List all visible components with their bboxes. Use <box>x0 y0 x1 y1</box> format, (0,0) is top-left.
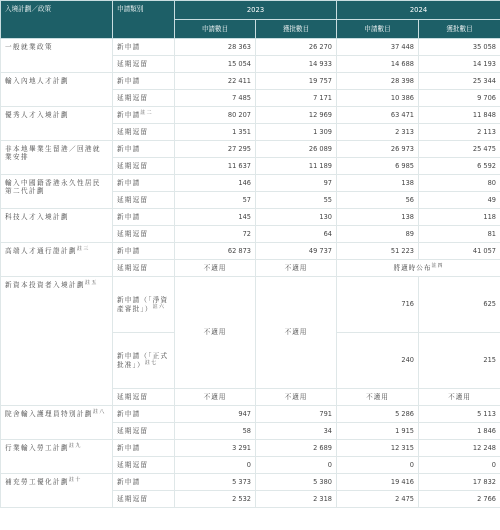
cell-value: 26 973 <box>337 141 419 158</box>
application-type: 延期逗留 <box>113 192 175 209</box>
application-type: 新申請 <box>113 141 175 158</box>
cell-value: 2 532 <box>175 491 256 508</box>
application-type: 延期逗留 <box>113 260 175 277</box>
cell-value: 7 171 <box>256 90 337 107</box>
application-type: 新申請 <box>113 175 175 192</box>
cell-value: 58 <box>175 423 256 440</box>
cell-value: 6 592 <box>419 158 500 175</box>
application-type: 新申請 <box>113 406 175 423</box>
not-applicable-cell: 不適用 <box>256 389 337 406</box>
not-applicable-cell: 不適用 <box>419 389 500 406</box>
not-applicable-cell: 不適用 <box>256 277 337 389</box>
cell-value: 138 <box>337 209 419 226</box>
cell-value: 1 846 <box>419 423 500 440</box>
not-applicable-cell: 不適用 <box>256 260 337 277</box>
cell-value: 11 189 <box>256 158 337 175</box>
scheme-name <box>1 406 113 440</box>
year-header-2023: 2023 <box>175 1 337 20</box>
cell-value: 28 398 <box>337 73 419 90</box>
cell-value: 7 485 <box>175 90 256 107</box>
cell-value: 791 <box>256 406 337 423</box>
application-type: 新申請 <box>113 440 175 457</box>
cell-value: 1 915 <box>337 423 419 440</box>
scheme-name: 科技人才入境計劃 <box>1 209 113 243</box>
cell-value: 62 873 <box>175 243 256 260</box>
cell-value: 11 637 <box>175 158 256 175</box>
approved-header-2024: 獲批數目 <box>419 20 500 39</box>
scheme-name: 優秀人才入境計劃 <box>1 107 113 141</box>
cell-value: 2 318 <box>256 491 337 508</box>
cell-value: 19 416 <box>337 474 419 491</box>
scheme-name: 一般就業政策 <box>1 39 113 73</box>
scheme-name-label: 新資本投資者入境計劃 <box>5 281 85 289</box>
cell-value: 14 688 <box>337 56 419 73</box>
footnote-marker: 註二 <box>140 109 153 116</box>
scheme-name: 輸入內地人才計劃 <box>1 73 113 107</box>
cell-value: 19 757 <box>256 73 337 90</box>
application-type: 延期逗留 <box>113 56 175 73</box>
table-row <box>1 277 500 333</box>
table-row <box>1 406 500 423</box>
footnote-marker: 註六 <box>152 303 166 310</box>
cell-value: 215 <box>419 333 500 389</box>
cell-value: 145 <box>175 209 256 226</box>
cell-value: 55 <box>256 192 337 209</box>
cell-value: 97 <box>256 175 337 192</box>
cell-value: 12 248 <box>419 440 500 457</box>
table-row <box>1 175 500 192</box>
application-type-label: 新申請（「正式批准」） <box>117 352 169 369</box>
application-type: 延期逗留 <box>113 226 175 243</box>
table-row <box>1 141 500 158</box>
not-applicable-cell: 不適用 <box>175 260 256 277</box>
application-type: 延期逗留 <box>113 124 175 141</box>
cell-value: 0 <box>256 457 337 474</box>
cell-value: 0 <box>175 457 256 474</box>
cell-value: 1 309 <box>256 124 337 141</box>
cell-value: 34 <box>256 423 337 440</box>
footnote-marker: 註十 <box>68 477 82 483</box>
scheme-name-label: 行業輸入勞工計劃 <box>5 444 69 452</box>
application-type: 延期逗留 <box>113 90 175 107</box>
cell-value: 1 351 <box>175 124 256 141</box>
cell-value: 81 <box>419 226 500 243</box>
scheme-name-label: 院舍輸入護理員特別計劃 <box>5 410 93 418</box>
scheme-name: 輸入中國籍香港永久性居民第二代計劃 <box>1 175 113 209</box>
cell-value: 25 475 <box>419 141 500 158</box>
application-type <box>113 107 175 124</box>
cell-value: 9 706 <box>419 90 500 107</box>
cell-value: 130 <box>256 209 337 226</box>
cell-value: 56 <box>337 192 419 209</box>
application-type-label: 新申請（「淨資產審批」） <box>117 296 169 313</box>
cell-value: 25 344 <box>419 73 500 90</box>
footnote-marker: 註七 <box>144 359 158 366</box>
table-row <box>1 39 500 56</box>
table-row <box>1 73 500 90</box>
application-type: 新申請 <box>113 73 175 90</box>
application-type <box>113 333 175 389</box>
cell-value: 49 737 <box>256 243 337 260</box>
scheme-column-header: 入境計劃／政策 <box>1 1 113 39</box>
cell-value: 49 <box>419 192 500 209</box>
cell-value: 6 985 <box>337 158 419 175</box>
cell-value: 14 193 <box>419 56 500 73</box>
application-type: 新申請 <box>113 209 175 226</box>
scheme-name <box>1 243 113 277</box>
scheme-name <box>1 474 113 508</box>
to-be-announced-cell <box>337 260 500 277</box>
application-type: 新申請 <box>113 474 175 491</box>
application-type: 新申請 <box>113 39 175 56</box>
cell-value: 35 058 <box>419 39 500 56</box>
footnote-marker: 註四 <box>431 262 444 269</box>
cell-value: 15 054 <box>175 56 256 73</box>
application-type: 延期逗留 <box>113 491 175 508</box>
cell-value: 5 286 <box>337 406 419 423</box>
cell-value: 64 <box>256 226 337 243</box>
scheme-name-label: 補充勞工優化計劃 <box>5 478 69 486</box>
cell-value: 3 291 <box>175 440 256 457</box>
cell-value: 12 969 <box>256 107 337 124</box>
to-be-announced-label: 將適時公布 <box>393 263 432 272</box>
cell-value: 41 057 <box>419 243 500 260</box>
not-applicable-cell: 不適用 <box>175 389 256 406</box>
cell-value: 80 207 <box>175 107 256 124</box>
cell-value: 240 <box>337 333 419 389</box>
cell-value: 14 933 <box>256 56 337 73</box>
cell-value: 2 766 <box>419 491 500 508</box>
cell-value: 947 <box>175 406 256 423</box>
cell-value: 51 223 <box>337 243 419 260</box>
application-type: 延期逗留 <box>113 423 175 440</box>
scheme-name <box>1 440 113 474</box>
cell-value: 146 <box>175 175 256 192</box>
cell-value: 11 848 <box>419 107 500 124</box>
application-type <box>113 277 175 333</box>
application-type: 延期逗留 <box>113 158 175 175</box>
cell-value: 57 <box>175 192 256 209</box>
scheme-name: 非本地畢業生留港／回港就業安排 <box>1 141 113 175</box>
cell-value: 37 448 <box>337 39 419 56</box>
cell-value: 2 689 <box>256 440 337 457</box>
received-header-2023: 申請數目 <box>175 20 256 39</box>
cell-value: 625 <box>419 277 500 333</box>
cell-value: 26 270 <box>256 39 337 56</box>
cell-value: 22 411 <box>175 73 256 90</box>
type-column-header: 申請類別 <box>113 1 175 39</box>
cell-value: 72 <box>175 226 256 243</box>
cell-value: 2 113 <box>419 124 500 141</box>
received-header-2024: 申請數目 <box>337 20 419 39</box>
table-row <box>1 474 500 491</box>
cell-value: 27 295 <box>175 141 256 158</box>
year-header-2024: 2024 <box>337 1 500 20</box>
cell-value: 2 475 <box>337 491 419 508</box>
cell-value: 63 471 <box>337 107 419 124</box>
not-applicable-cell: 不適用 <box>337 389 419 406</box>
cell-value: 2 313 <box>337 124 419 141</box>
cell-value: 26 089 <box>256 141 337 158</box>
footnote-marker: 註九 <box>68 443 82 449</box>
approved-header-2023: 獲批數目 <box>256 20 337 39</box>
application-type-label: 新申請 <box>117 110 141 119</box>
footnote-marker: 註八 <box>92 409 106 415</box>
cell-value: 89 <box>337 226 419 243</box>
cell-value: 10 386 <box>337 90 419 107</box>
table-row <box>1 209 500 226</box>
cell-value: 5 373 <box>175 474 256 491</box>
cell-value: 716 <box>337 277 419 333</box>
cell-value: 5 380 <box>256 474 337 491</box>
cell-value: 12 315 <box>337 440 419 457</box>
application-type: 新申請 <box>113 243 175 260</box>
table-row <box>1 243 500 260</box>
table-row <box>1 107 500 124</box>
cell-value: 17 832 <box>419 474 500 491</box>
application-type: 延期逗留 <box>113 389 175 406</box>
cell-value: 28 363 <box>175 39 256 56</box>
footnote-marker: 註三 <box>76 246 90 252</box>
not-applicable-cell: 不適用 <box>175 277 256 389</box>
application-type: 延期逗留 <box>113 457 175 474</box>
cell-value: 0 <box>337 457 419 474</box>
cell-value: 0 <box>419 457 500 474</box>
table-row <box>1 440 500 457</box>
scheme-name <box>1 277 113 406</box>
footnote-marker: 註五 <box>84 280 98 286</box>
scheme-name-label: 高端人才通行證計劃 <box>5 247 77 255</box>
cell-value: 118 <box>419 209 500 226</box>
cell-value: 5 113 <box>419 406 500 423</box>
cell-value: 80 <box>419 175 500 192</box>
cell-value: 138 <box>337 175 419 192</box>
